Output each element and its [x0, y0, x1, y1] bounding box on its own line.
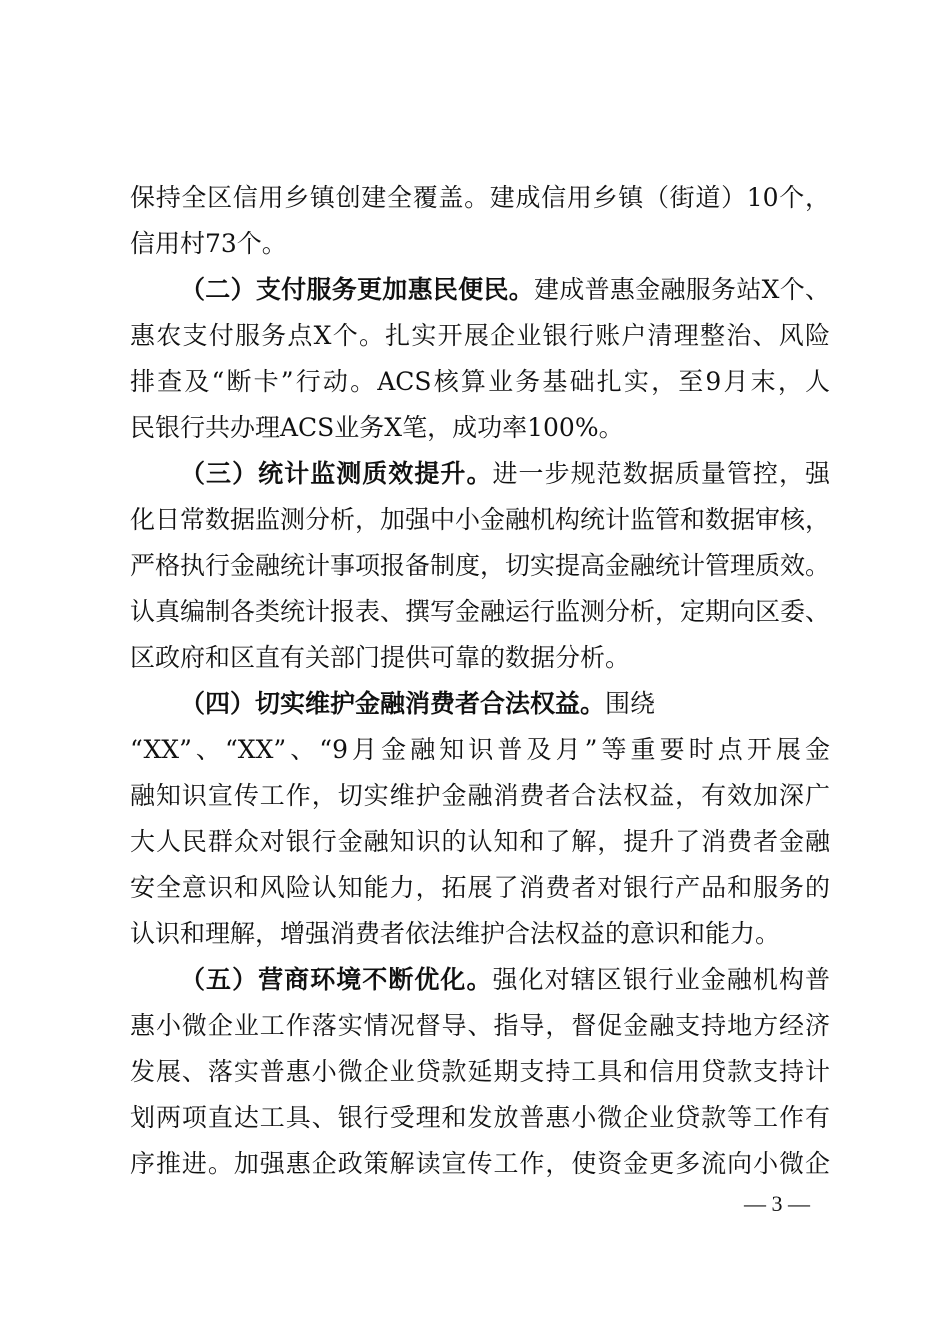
body-line: “XX”、“XX”、“9月金融知识普及月”等重要时点开展金: [130, 735, 830, 764]
body-line: 惠小微企业工作落实情况督导、指导，督促金融支持地方经济: [130, 1011, 830, 1040]
body-line: 序推进。加强惠企政策解读宣传工作，使资金更多流向小微企: [130, 1149, 830, 1178]
body-text: 强化对辖区银行业金融机构普: [492, 965, 830, 994]
body-line: 保持全区信用乡镇创建全覆盖。建成信用乡镇（街道）10个，: [130, 183, 830, 212]
body-line: 认识和理解，增强消费者依法维护合法权益的意识和能力。: [130, 919, 781, 948]
body-line: 安全意识和风险认知能力，拓展了消费者对银行产品和服务的: [130, 873, 830, 902]
section-heading-2: （二）支付服务更加惠民便民。: [180, 275, 535, 304]
body-line: 信用村73个。: [130, 229, 287, 258]
body-line: 排查及“断卡”行动。ACS核算业务基础扎实，至9月末，人: [130, 367, 830, 396]
body-line: 大人民群众对银行金融知识的认知和了解，提升了消费者金融: [130, 827, 830, 856]
paragraph-line: [180, 270, 830, 310]
paragraph-line: [180, 454, 830, 494]
body-line: 划两项直达工具、银行受理和发放普惠小微企业贷款等工作有: [130, 1103, 830, 1132]
body-line: 区政府和区直有关部门提供可靠的数据分析。: [130, 643, 631, 672]
paragraph-line: [180, 960, 830, 1000]
body-line: 惠农支付服务点X个。扎实开展企业银行账户清理整治、风险: [130, 321, 830, 350]
page-number: — 3 —: [744, 1191, 810, 1216]
body-text: 进一步规范数据质量管控，强: [492, 459, 830, 488]
body-text: 围绕: [605, 689, 656, 718]
body-line: 化日常数据监测分析，加强中小金融机构统计监管和数据审核，: [130, 505, 831, 534]
section-heading-5: （五）营商环境不断优化。: [180, 965, 493, 994]
body-line: 民银行共办理ACS业务X笔，成功率100%。: [130, 413, 624, 442]
body-line: 严格执行金融统计事项报备制度，切实提高金融统计管理质效。: [130, 551, 831, 580]
body-line: 发展、落实普惠小微企业贷款延期支持工具和信用贷款支持计: [130, 1057, 830, 1086]
section-heading-4: （四）切实维护金融消费者合法权益。: [180, 689, 606, 718]
section-heading-3: （三）统计监测质效提升。: [180, 459, 493, 488]
paragraph-line: [180, 684, 830, 724]
body-text: 建成普惠金融服务站X个、: [534, 275, 830, 304]
body-line: 融知识宣传工作，切实维护金融消费者合法权益，有效加深广: [130, 781, 830, 810]
body-line: 认真编制各类统计报表、撰写金融运行监测分析，定期向区委、: [130, 597, 831, 626]
